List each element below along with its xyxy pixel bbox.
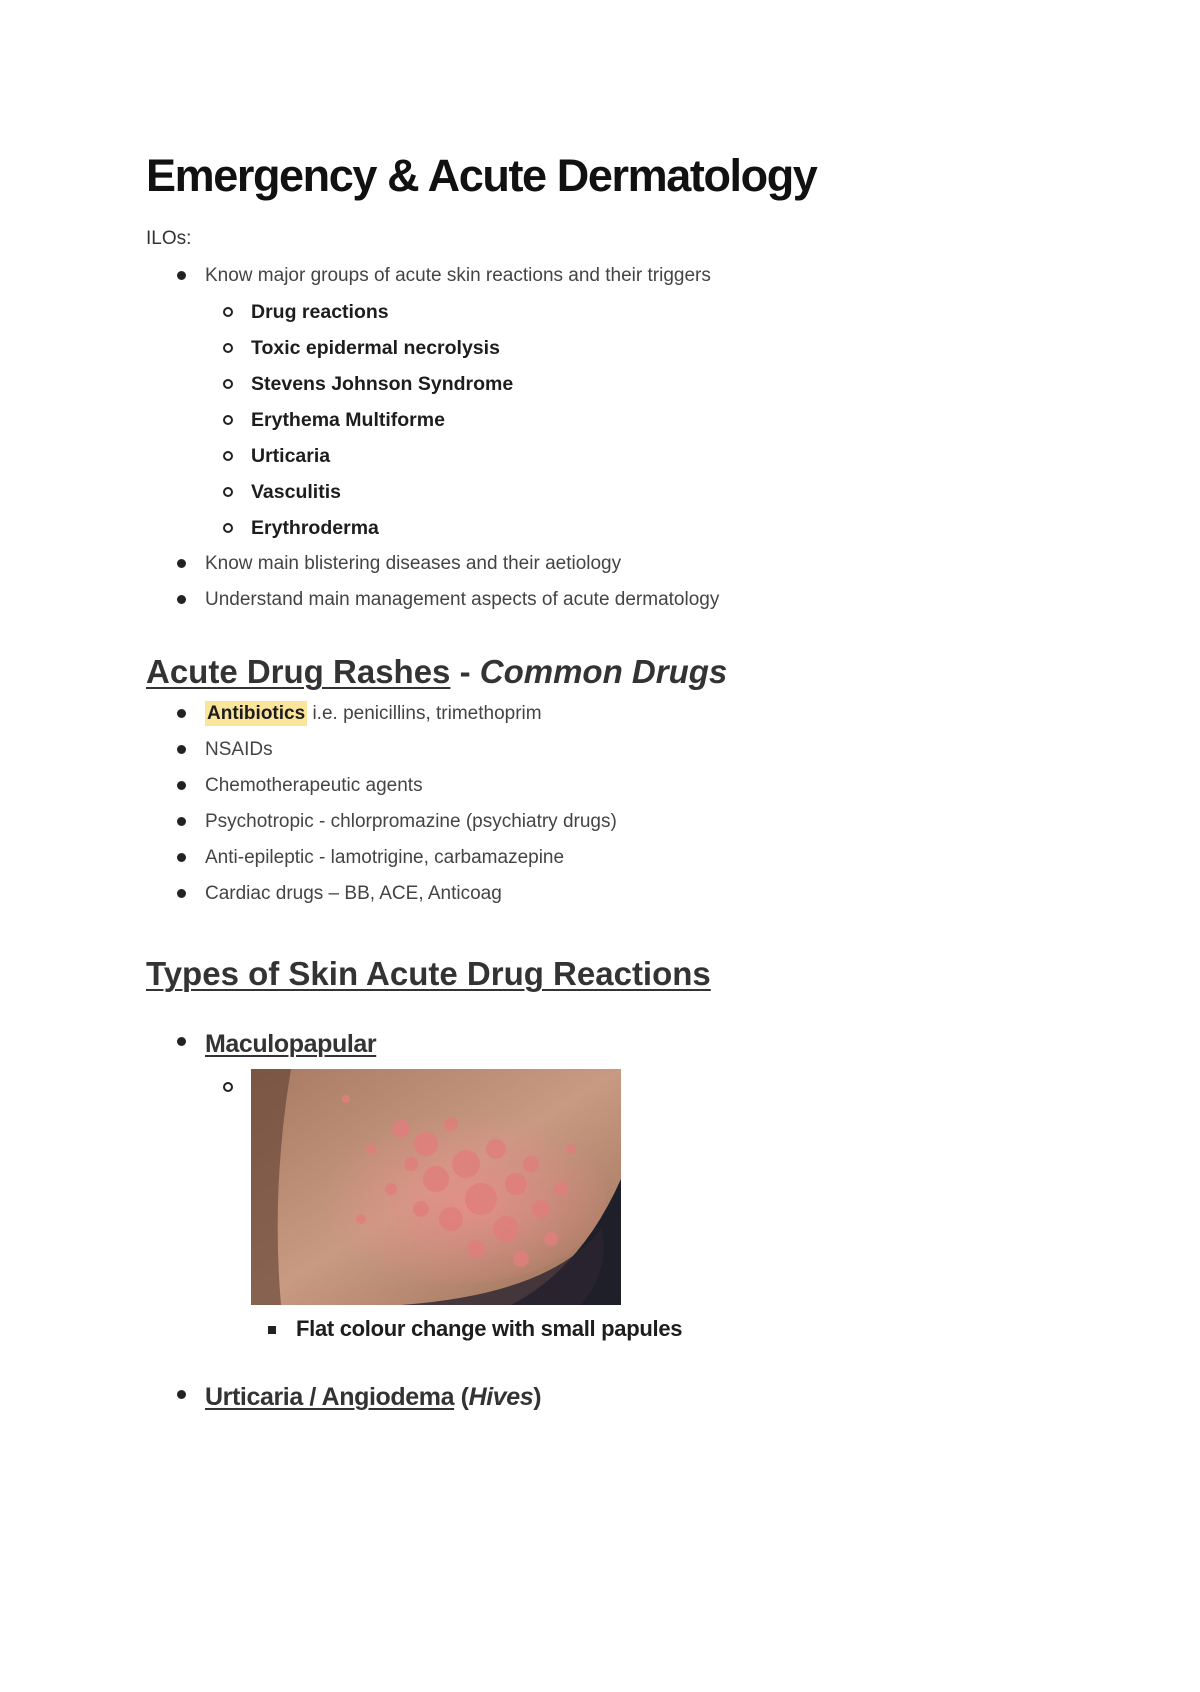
- drug-item: Chemotherapeutic agents: [146, 768, 1106, 804]
- drug-item: Psychotropic - chlorpromazine (psychiatry drugs): [146, 804, 1106, 840]
- ilo-subitem: Stevens Johnson Syndrome: [146, 366, 1106, 402]
- maculopapular-rash-image: [251, 1069, 621, 1305]
- urticaria-hives: Hives: [468, 1383, 534, 1411]
- ilo-item: [146, 258, 1106, 546]
- drug-item: Cardiac drugs – BB, ACE, Anticoag: [146, 876, 1106, 912]
- drug-item: NSAIDs: [146, 732, 1106, 768]
- page-title: Emergency & Acute Dermatology: [146, 150, 817, 201]
- maculopapular-label: Maculopapular: [205, 1030, 377, 1058]
- drugs-heading-sep: -: [450, 653, 480, 690]
- ilo-subitem: Urticaria: [146, 438, 1106, 474]
- maculopapular-note: Flat colour change with small papules: [146, 1311, 1106, 1347]
- ilo-subitem: Erythema Multiforme: [146, 402, 1106, 438]
- ilo-subitem: Erythroderma: [146, 510, 1106, 546]
- drugs-heading-main: Acute Drug Rashes: [146, 653, 451, 690]
- types-heading-text: Types of Skin Acute Drug Reactions: [146, 955, 711, 992]
- image-subitem: [146, 1069, 1106, 1347]
- ilos-list: [146, 258, 1106, 618]
- maculopapular-sublist: [205, 1069, 1106, 1347]
- urticaria-label: Urticaria / Angiodema: [205, 1383, 455, 1411]
- drugs-list: [146, 696, 1106, 912]
- ilo-subitem: Drug reactions: [146, 294, 1106, 330]
- ilo-sublist: [205, 294, 1106, 546]
- ilo-text: Know major groups of acute skin reactions and their triggers: [205, 265, 711, 286]
- types-heading: [146, 952, 1106, 996]
- highlight-antibiotics: Antibiotics: [207, 703, 306, 724]
- drug-item: Anti-epileptic - lamotrigine, carbamazepine: [146, 840, 1106, 876]
- note-page: [146, 148, 1106, 1420]
- ilos-label: ILOs:: [146, 228, 192, 249]
- urticaria-paren-open: (: [454, 1383, 469, 1411]
- ilo-subitem: Vasculitis: [146, 474, 1106, 510]
- type-item-maculopapular: [146, 1024, 1106, 1347]
- drugs-heading: [146, 650, 1106, 694]
- drug-item-rest: i.e. penicillins, trimethoprim: [307, 703, 542, 724]
- drugs-heading-italic: Common Drugs: [479, 653, 728, 690]
- types-list: [146, 1024, 1106, 1420]
- drug-item: [146, 696, 1106, 732]
- ilo-item: Know main blistering diseases and their aetiology: [146, 546, 1106, 582]
- ilo-item: Understand main management aspects of acute dermatology: [146, 582, 1106, 618]
- maculopapular-notes: [251, 1311, 1106, 1347]
- type-item-urticaria: [146, 1377, 1106, 1420]
- urticaria-paren-close: ): [533, 1383, 542, 1411]
- maculopapular-heading: [205, 1030, 376, 1058]
- ilo-subitem: Toxic epidermal necrolysis: [146, 330, 1106, 366]
- urticaria-heading: [205, 1383, 541, 1411]
